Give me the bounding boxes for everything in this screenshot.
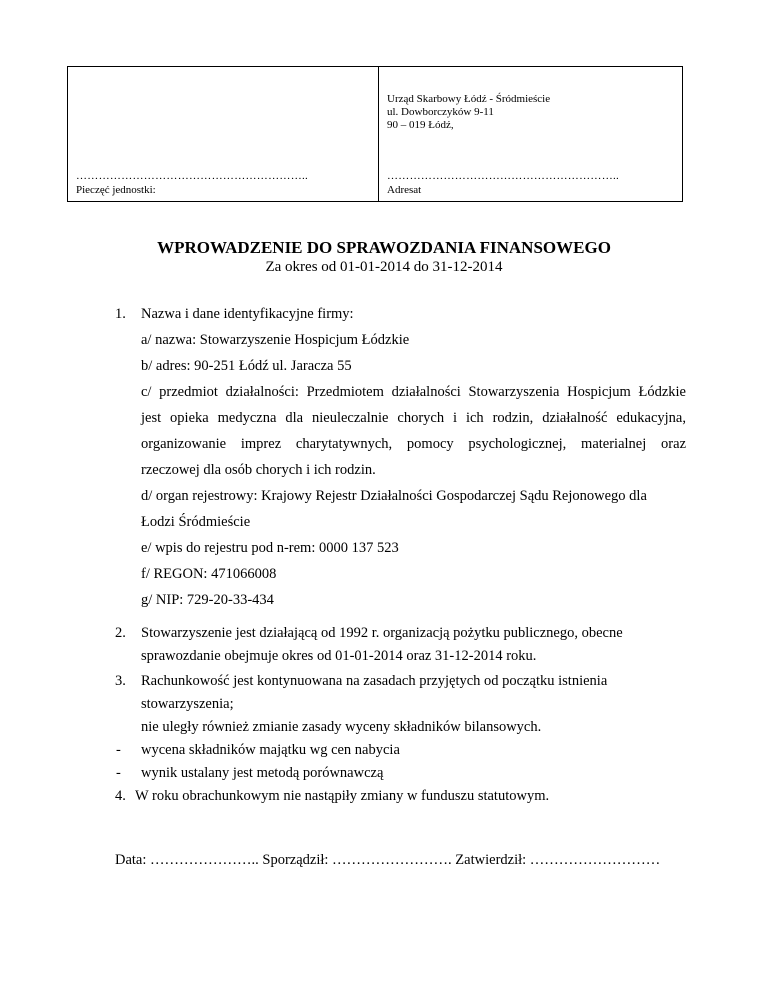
item-number: 4. bbox=[115, 788, 126, 804]
stamp-dots: …………………………………………………….. bbox=[76, 170, 309, 182]
stamp-cell bbox=[68, 67, 379, 201]
item-1-c-line: jest opieka medyczna dla nieuleczalnie chorych i ich rodzin, działalność edukacyjna, bbox=[141, 410, 686, 426]
addressee-address bbox=[387, 93, 550, 132]
item-1-f: f/ REGON: 471066008 bbox=[141, 566, 277, 582]
address-line: Urząd Skarbowy Łódź - Śródmieście bbox=[387, 93, 551, 105]
address-line: ul. Dowborczyków 9-11 bbox=[387, 106, 494, 118]
item-1-a: a/ nazwa: Stowarzyszenie Hospicjum Łódzkie bbox=[141, 332, 410, 348]
item-1-c-line: c/ przedmiot działalności: Przedmiotem działalności Stowarzyszenia Hospicjum Łódzkie bbox=[141, 384, 686, 400]
item-1-heading: 1. Nazwa i dane identyfikacyjne firmy: bbox=[115, 306, 354, 322]
item-1-c-line: rzeczowej dla osób chorych i ich rodzin. bbox=[141, 462, 376, 478]
item-1-d-line: d/ organ rejestrowy: Krajowy Rejestr Działalności Gospodarczej Sądu Rejonowego dla bbox=[141, 488, 647, 504]
address-line: 90 – 019 Łódź, bbox=[387, 119, 454, 131]
item-1-b: b/ adres: 90-251 Łódź ul. Jaracza 55 bbox=[141, 358, 352, 374]
item-1-d-line: Łodzi Śródmieście bbox=[141, 514, 251, 530]
item-number: 2. bbox=[115, 625, 126, 641]
item-1-c-line: organizowanie imprez charytatywnych, pomocy psychologicznej, materialnej oraz bbox=[141, 436, 686, 452]
stamp-caption: Pieczęć jednostki: bbox=[76, 184, 156, 196]
document-title: WPROWADZENIE DO SPRAWOZDANIA FINANSOWEGO bbox=[157, 238, 611, 257]
item-4-line: 4. W roku obrachunkowym nie nastąpiły zmiany w funduszu statutowym. bbox=[115, 788, 550, 804]
dash-marker: - bbox=[116, 765, 121, 781]
signature-line: Data: ………………….. Sporządził: ……………………. Zatwierdził: ……………………… bbox=[115, 852, 661, 868]
item-3-bullet: - wycena składników majątku wg cen nabycia bbox=[116, 742, 400, 758]
addressee-caption: Adresat bbox=[387, 184, 422, 196]
item-number: 1. bbox=[115, 306, 126, 322]
dash-marker: - bbox=[116, 742, 121, 758]
document-period: Za okres od 01-01-2014 do 31-12-2014 bbox=[265, 259, 503, 275]
item-1-g: g/ NIP: 729-20-33-434 bbox=[141, 592, 274, 608]
item-2-line: 2. Stowarzyszenie jest działającą od 1992 r. organizacją pożytku publicznego, obecne bbox=[115, 625, 623, 641]
addressee-cell bbox=[379, 67, 682, 201]
addressee-dots: …………………………………………………….. bbox=[387, 170, 620, 182]
item-number: 3. bbox=[115, 673, 126, 689]
item-1-e: e/ wpis do rejestru pod n-rem: 0000 137 523 bbox=[141, 540, 399, 556]
item-3-bullet: - wynik ustalany jest metodą porównawczą bbox=[116, 765, 384, 781]
item-2-line: sprawozdanie obejmuje okres od 01-01-2014 oraz 31-12-2014 roku. bbox=[141, 648, 537, 664]
item-3-line: 3. Rachunkowość jest kontynuowana na zasadach przyjętych od początku istnienia bbox=[115, 673, 608, 689]
header-table bbox=[67, 66, 683, 202]
item-3-line: stowarzyszenia; bbox=[141, 696, 234, 712]
item-3-line: nie uległy również zmianie zasady wyceny składników bilansowych. bbox=[141, 719, 542, 735]
